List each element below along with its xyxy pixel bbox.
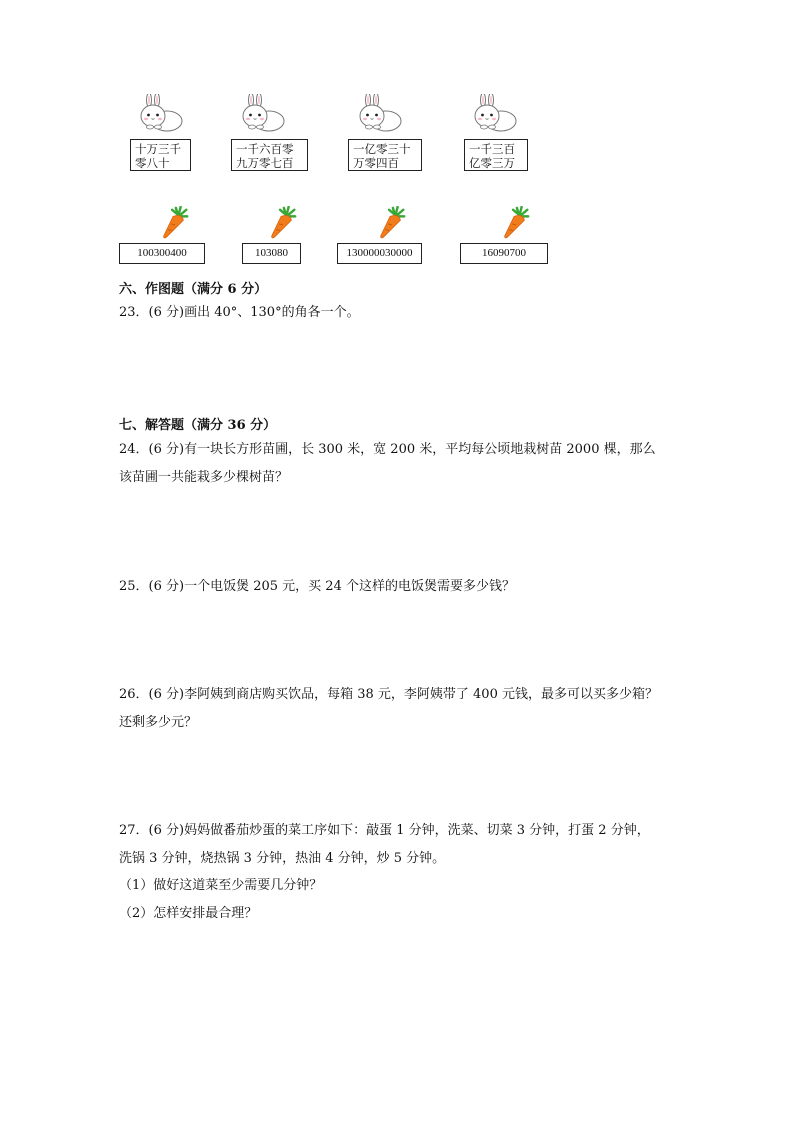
rabbit-icon: [238, 94, 286, 134]
question-24-line-1: 24．(6 分)有一块长方形苗圃，长 300 米，宽 200 米，平均每公顷地栽树苗 2000 棵，那么: [119, 442, 656, 457]
question-26-line-1: 26．(6 分)李阿姨到商店购买饮品，每箱 38 元，李阿姨带了 400 元钱，最多可以买多少箱？: [119, 687, 658, 702]
question-27-sub-2: （2）怎样安排最合理？: [119, 906, 258, 921]
carrot-number-1: 100300400: [119, 243, 205, 264]
question-27-line-1: 27．(6 分)妈妈做番茄炒蛋的菜工序如下：敲蛋 1 分钟，洗菜、切菜 3 分钟，打蛋 2 分钟，: [119, 823, 650, 838]
question-23: 23．(6 分)画出 40°、130°的角各一个。: [119, 305, 360, 320]
question-25: 25．(6 分)一个电饭煲 205 元，买 24 个这样的电饭煲需要多少钱？: [119, 579, 515, 594]
section-6-heading: 六、作图题（满分 6 分）: [119, 282, 268, 297]
question-27-sub-1: （1）做好这道菜至少需要几分钟？: [119, 878, 323, 893]
question-26-line-2: 还剩多少元？: [119, 715, 198, 730]
rabbit-label-1: 十万三千 零八十: [130, 139, 191, 171]
rabbit-label-2: 一千六百零 九万零七百: [231, 139, 308, 171]
carrot-icon: [157, 206, 191, 240]
carrot-number-3: 130000030000: [337, 243, 422, 264]
rabbit-label-3: 一亿零三十 万零四百: [348, 139, 422, 171]
rabbit-icon: [470, 94, 518, 134]
carrot-number-4: 16090700: [460, 243, 548, 264]
carrot-icon: [374, 206, 408, 240]
carrot-number-2: 103080: [242, 243, 301, 264]
rabbit-icon: [355, 94, 403, 134]
rabbit-label-4: 一千三百 亿零三万: [464, 139, 528, 171]
section-7-heading: 七、解答题（满分 36 分）: [119, 418, 277, 433]
rabbit-icon: [136, 94, 184, 134]
carrot-icon: [498, 206, 532, 240]
carrot-icon: [265, 206, 299, 240]
question-27-line-2: 洗锅 3 分钟，烧热锅 3 分钟，热油 4 分钟，炒 5 分钟。: [119, 851, 446, 866]
question-24-line-2: 该苗圃一共能栽多少棵树苗？: [119, 470, 289, 485]
